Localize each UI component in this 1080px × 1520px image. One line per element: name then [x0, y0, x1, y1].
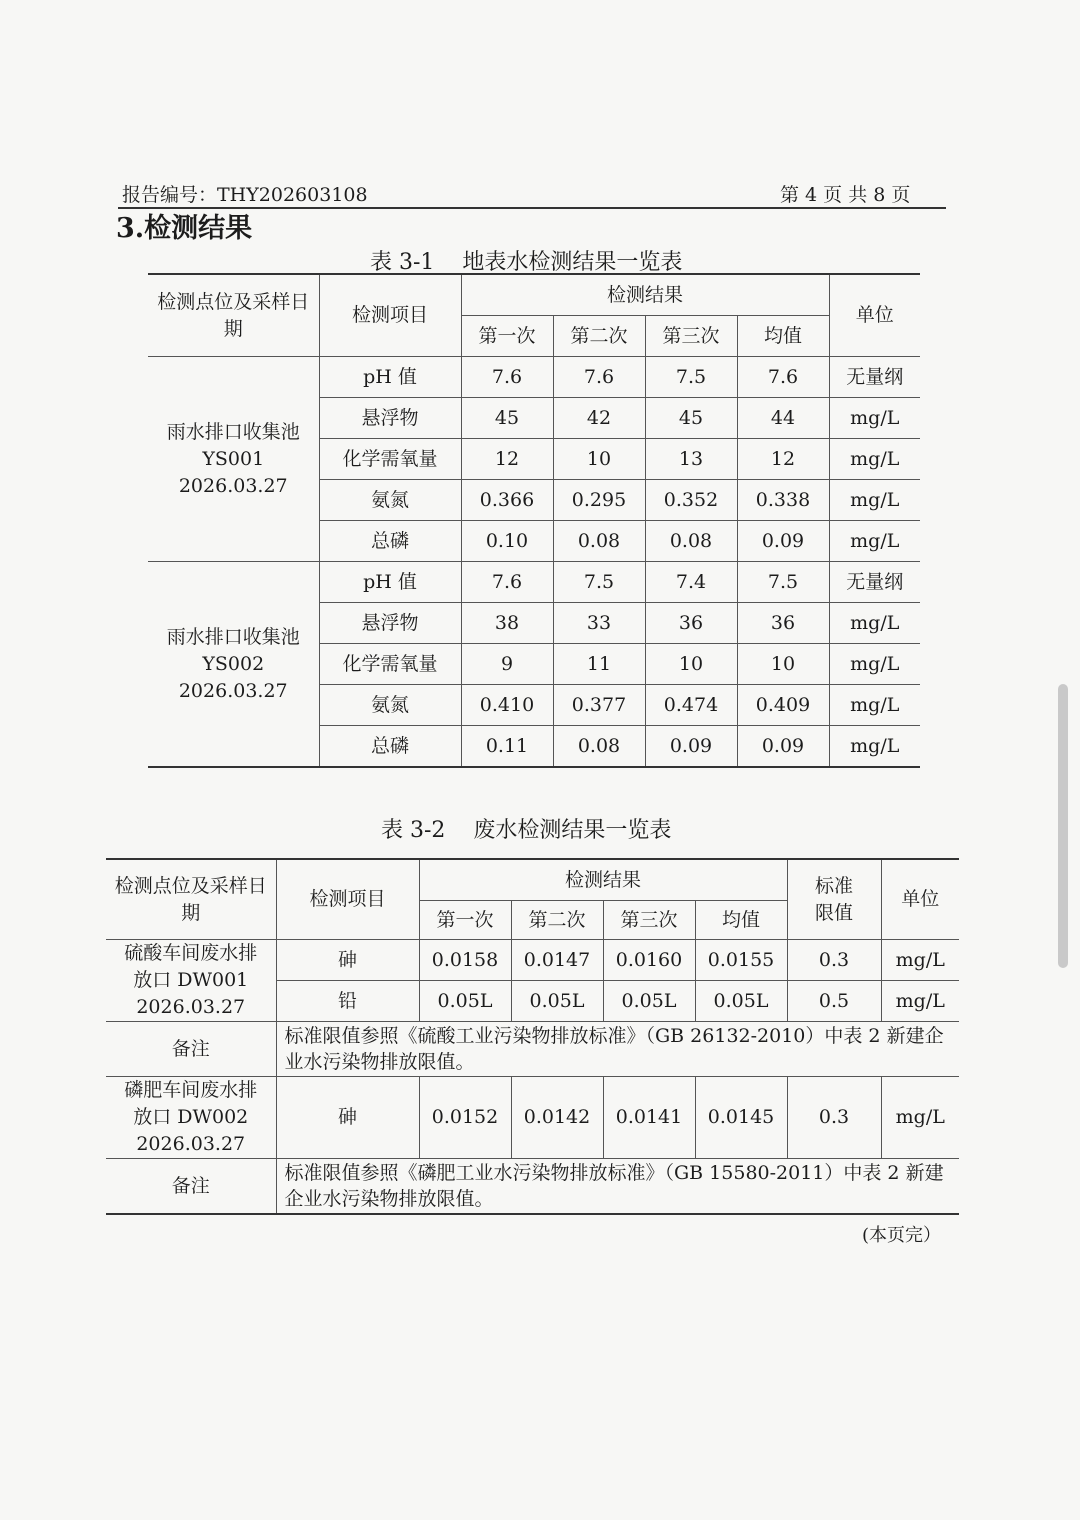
value-cell: 44 — [737, 398, 829, 439]
value-cell: 0.0155 — [695, 940, 787, 981]
value-cell: 10 — [553, 439, 645, 480]
remark-text: 标准限值参照《硫酸工业污染物排放标准》（GB 26132-2010）中表 2 新建企业水污染物排放限值。 — [276, 1022, 959, 1077]
header-location: 检测点位及采样日期 — [106, 859, 276, 940]
table-row — [148, 357, 920, 398]
value-cell: 0.09 — [737, 521, 829, 562]
item-cell: pH 值 — [319, 357, 461, 398]
header-result: 检测结果 — [419, 859, 787, 901]
value-cell: 33 — [553, 603, 645, 644]
wastewater-table — [106, 858, 959, 1215]
value-cell: 38 — [461, 603, 553, 644]
value-cell: 12 — [737, 439, 829, 480]
value-cell: 0.0141 — [603, 1077, 695, 1159]
value-cell: 7.6 — [461, 562, 553, 603]
item-cell: pH 值 — [319, 562, 461, 603]
value-cell: 0.295 — [553, 480, 645, 521]
table-row — [106, 940, 959, 981]
value-cell: 0.366 — [461, 480, 553, 521]
value-cell: 12 — [461, 439, 553, 480]
header-second: 第二次 — [553, 316, 645, 357]
value-cell: 9 — [461, 644, 553, 685]
item-cell: 悬浮物 — [319, 398, 461, 439]
page-end-note: (本页完） — [862, 1225, 942, 1246]
value-cell: 0.474 — [645, 685, 737, 726]
remark-row — [106, 1022, 959, 1077]
value-cell: 10 — [737, 644, 829, 685]
unit-cell: mg/L — [881, 981, 959, 1022]
value-cell: 0.05L — [511, 981, 603, 1022]
item-cell: 化学需氧量 — [319, 439, 461, 480]
remark-row — [106, 1159, 959, 1215]
unit-cell: mg/L — [829, 726, 920, 768]
value-cell: 0.10 — [461, 521, 553, 562]
value-cell: 0.05L — [419, 981, 511, 1022]
value-cell: 7.5 — [737, 562, 829, 603]
table-row — [106, 1077, 959, 1159]
header-item: 检测项目 — [276, 859, 419, 940]
unit-cell: mg/L — [829, 685, 920, 726]
value-cell: 36 — [737, 603, 829, 644]
value-cell: 0.08 — [645, 521, 737, 562]
value-cell: 0.05L — [603, 981, 695, 1022]
remark-label: 备注 — [106, 1022, 276, 1077]
value-cell: 0.410 — [461, 685, 553, 726]
unit-cell: mg/L — [881, 1077, 959, 1159]
value-cell: 7.5 — [645, 357, 737, 398]
unit-cell: 无量纲 — [829, 357, 920, 398]
unit-cell: mg/L — [829, 521, 920, 562]
limit-cell: 0.5 — [787, 981, 881, 1022]
item-cell: 砷 — [276, 940, 419, 981]
limit-cell: 0.3 — [787, 940, 881, 981]
remark-label: 备注 — [106, 1159, 276, 1215]
value-cell: 0.09 — [737, 726, 829, 768]
value-cell: 0.05L — [695, 981, 787, 1022]
value-cell: 7.6 — [553, 357, 645, 398]
unit-cell: mg/L — [829, 398, 920, 439]
header-mean: 均值 — [695, 901, 787, 940]
value-cell: 0.0158 — [419, 940, 511, 981]
header-third: 第三次 — [603, 901, 695, 940]
value-cell: 0.352 — [645, 480, 737, 521]
value-cell: 7.5 — [553, 562, 645, 603]
value-cell: 0.377 — [553, 685, 645, 726]
item-cell: 氨氮 — [319, 685, 461, 726]
value-cell: 0.0142 — [511, 1077, 603, 1159]
value-cell: 0.08 — [553, 521, 645, 562]
value-cell: 0.338 — [737, 480, 829, 521]
value-cell: 13 — [645, 439, 737, 480]
limit-cell: 0.3 — [787, 1077, 881, 1159]
header-unit: 单位 — [829, 274, 920, 357]
item-cell: 总磷 — [319, 521, 461, 562]
header-item: 检测项目 — [319, 274, 461, 357]
header-unit: 单位 — [881, 859, 959, 940]
value-cell: 0.0145 — [695, 1077, 787, 1159]
value-cell: 10 — [645, 644, 737, 685]
location-cell: 雨水排口收集池 YS002 2026.03.27 — [148, 562, 319, 768]
surface-water-table — [148, 273, 920, 768]
header-result: 检测结果 — [461, 274, 829, 316]
value-cell: 0.0147 — [511, 940, 603, 981]
page-info: 第 4 页 共 8 页 — [780, 184, 911, 206]
item-cell: 总磷 — [319, 726, 461, 768]
unit-cell: mg/L — [829, 603, 920, 644]
value-cell: 0.409 — [737, 685, 829, 726]
item-cell: 化学需氧量 — [319, 644, 461, 685]
location-cell: 雨水排口收集池 YS001 2026.03.27 — [148, 357, 319, 562]
item-cell: 氨氮 — [319, 480, 461, 521]
table1-caption: 表 3-1 地表水检测结果一览表 — [370, 250, 683, 275]
value-cell: 45 — [461, 398, 553, 439]
location-cell: 硫酸车间废水排 放口 DW001 2026.03.27 — [106, 940, 276, 1022]
value-cell: 36 — [645, 603, 737, 644]
value-cell: 0.11 — [461, 726, 553, 768]
value-cell: 0.09 — [645, 726, 737, 768]
header-first: 第一次 — [419, 901, 511, 940]
header-location: 检测点位及采样日期 — [148, 274, 319, 357]
report-number: 报告编号：THY202603108 — [122, 184, 368, 206]
value-cell: 0.0160 — [603, 940, 695, 981]
value-cell: 7.6 — [461, 357, 553, 398]
header-first: 第一次 — [461, 316, 553, 357]
table2-caption: 表 3-2 废水检测结果一览表 — [381, 818, 672, 843]
table-row — [148, 562, 920, 603]
header-second: 第二次 — [511, 901, 603, 940]
unit-cell: mg/L — [829, 644, 920, 685]
unit-cell: mg/L — [829, 480, 920, 521]
value-cell: 7.6 — [737, 357, 829, 398]
value-cell: 0.0152 — [419, 1077, 511, 1159]
header-mean: 均值 — [737, 316, 829, 357]
header-limit: 标准限值 — [787, 859, 881, 940]
location-cell: 磷肥车间废水排 放口 DW002 2026.03.27 — [106, 1077, 276, 1159]
unit-cell: 无量纲 — [829, 562, 920, 603]
scrollbar[interactable] — [1058, 684, 1068, 968]
value-cell: 11 — [553, 644, 645, 685]
value-cell: 7.4 — [645, 562, 737, 603]
header-third: 第三次 — [645, 316, 737, 357]
remark-text: 标准限值参照《磷肥工业水污染物排放标准》（GB 15580-2011）中表 2 新建企业水污染物排放限值。 — [276, 1159, 959, 1215]
value-cell: 42 — [553, 398, 645, 439]
unit-cell: mg/L — [881, 940, 959, 981]
section-title: 3.检测结果 — [116, 213, 253, 244]
value-cell: 0.08 — [553, 726, 645, 768]
value-cell: 45 — [645, 398, 737, 439]
item-cell: 悬浮物 — [319, 603, 461, 644]
unit-cell: mg/L — [829, 439, 920, 480]
item-cell: 砷 — [276, 1077, 419, 1159]
item-cell: 铅 — [276, 981, 419, 1022]
